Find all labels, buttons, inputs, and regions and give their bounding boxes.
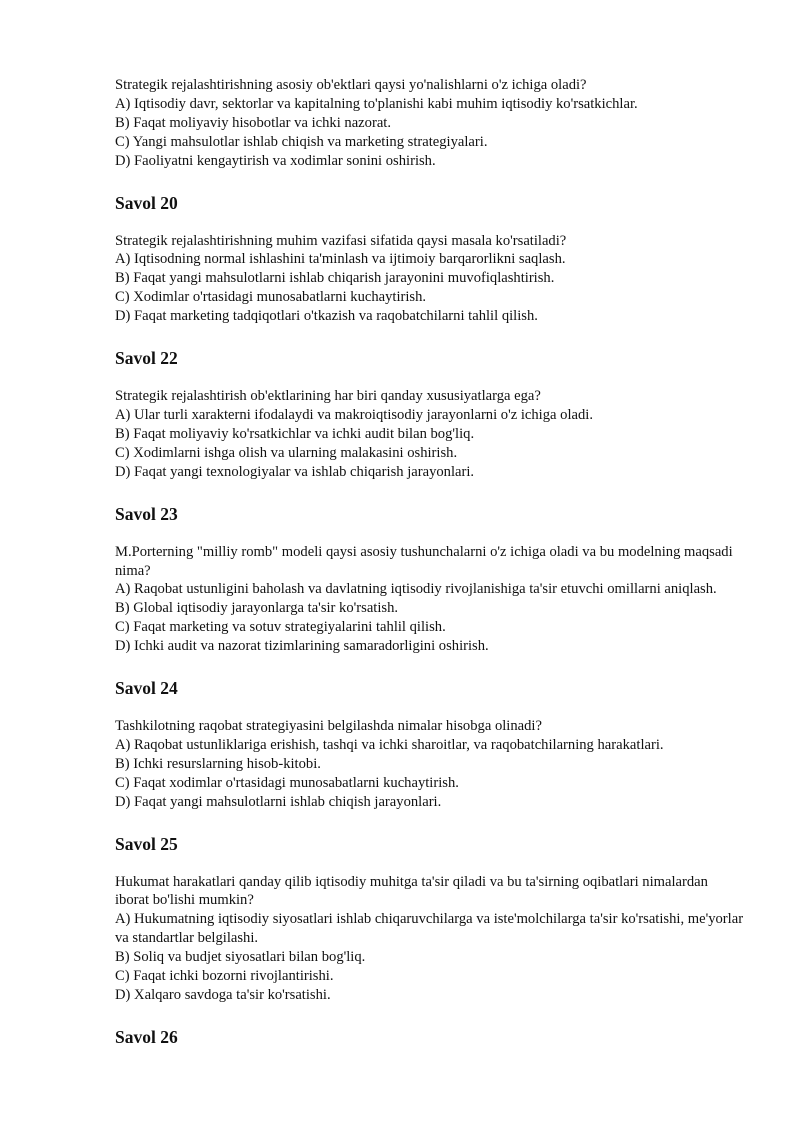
document-page (115, 76, 745, 1048)
answer-option-d: D) Xalqaro savdoga ta'sir ko'rsatishi. (115, 987, 331, 1003)
answer-option-a: A) Raqobat ustunliklariga erishish, tashqi va ichki sharoitlar, va raqobatchilarning harakatlari. (115, 736, 664, 753)
answer-option-a: A) Iqtisodiy davr, sektorlar va kapitalning to'planishi kabi muhim iqtisodiy ko'rsatkichlar. (115, 95, 638, 112)
question-heading: Savol 26 (115, 1026, 178, 1047)
answer-option-c: C) Faqat marketing va sotuv strategiyalarini tahlil qilish. (115, 619, 446, 636)
question-text: M.Porterning "milliy romb" modeli qaysi asosiy tushunchalarni o'z ichiga oladi va bu modelning maqsadi nima? (115, 543, 733, 579)
answer-option-d: D) Faqat marketing tadqiqotlari o'tkazish va raqobatchilarni tahlil qilish. (115, 308, 538, 325)
question-text: Strategik rejalashtirishning asosiy ob'ektlari qaysi yo'nalishlarni o'z ichiga oladi? (115, 77, 587, 93)
answer-option-a: A) Hukumatning iqtisodiy siyosatlari ishlab chiqaruvchilarga va iste'molchilarga ta'sir ko'rsatishi, me'yorlar va standartlar belgilashi. (115, 911, 744, 947)
question-block (115, 232, 745, 327)
answer-option-d: D) Faoliyatni kengaytirish va xodimlar sonini oshirish. (115, 152, 436, 169)
answer-option-d: D) Faqat yangi mahsulotlarni ishlab chiqish jarayonlari. (115, 793, 442, 810)
answer-option-b: B) Faqat moliyaviy hisobotlar va ichki nazorat. (115, 114, 391, 131)
answer-option-b: B) Global iqtisodiy jarayonlarga ta'sir ko'rsatish. (115, 600, 399, 617)
question-text: Hukumat harakatlari qanday qilib iqtisodiy muhitga ta'sir qiladi va bu ta'sirning oqibatlari nimalardan iborat bo'lishi mumkin? (115, 873, 708, 909)
answer-option-c: C) Faqat ichki bozorni rivojlantirishi. (115, 968, 334, 985)
answer-option-b: B) Soliq va budjet siyosatlari bilan bog'liq. (115, 949, 366, 966)
question-heading: Savol 20 (115, 192, 178, 213)
answer-option-a: A) Iqtisodning normal ishlashini ta'minlash va ijtimoiy barqarorlikni saqlash. (115, 251, 566, 268)
answer-option-d: D) Ichki audit va nazorat tizimlarining samaradorligini oshirish. (115, 638, 489, 655)
question-heading: Savol 25 (115, 833, 178, 854)
question-text: Strategik rejalashtirishning muhim vazifasi sifatida qaysi masala ko'rsatiladi? (115, 232, 567, 249)
answer-option-a: A) Ular turli xarakterni ifodalaydi va makroiqtisodiy jarayonlarni o'z ichiga oladi. (115, 406, 593, 423)
question-text: Tashkilotning raqobat strategiyasini belgilashda nimalar hisobga olinadi? (115, 718, 542, 735)
question-block (115, 717, 745, 812)
question-heading: Savol 22 (115, 348, 178, 369)
answer-option-c: C) Faqat xodimlar o'rtasidagi munosabatlarni kuchaytirish. (115, 774, 459, 791)
answer-option-a: A) Raqobat ustunligini baholash va davlatning iqtisodiy rivojlanishiga ta'sir etuvchi omillarni aniqlash. (115, 581, 717, 598)
answer-option-b: B) Faqat yangi mahsulotlarni ishlab chiqarish jarayonini muvofiqlashtirish. (115, 270, 555, 287)
question-text: Strategik rejalashtirish ob'ektlarining har biri qanday xususiyatlarga ega? (115, 388, 541, 405)
question-block (115, 543, 745, 656)
question-block-intro (115, 76, 745, 171)
answer-option-c: C) Xodimlar o'rtasidagi munosabatlarni kuchaytirish. (115, 289, 427, 306)
question-block (115, 387, 745, 482)
answer-option-c: C) Yangi mahsulotlar ishlab chiqish va marketing strategiyalari. (115, 133, 488, 150)
question-block (115, 873, 745, 1005)
question-heading: Savol 24 (115, 678, 178, 699)
answer-option-c: C) Xodimlarni ishga olish va ularning malakasini oshirish. (115, 444, 458, 461)
answer-option-b: B) Ichki resurslarning hisob-kitobi. (115, 755, 321, 772)
question-heading: Savol 23 (115, 503, 178, 524)
answer-option-b: B) Faqat moliyaviy ko'rsatkichlar va ichki audit bilan bog'liq. (115, 425, 475, 442)
answer-option-d: D) Faqat yangi texnologiyalar va ishlab chiqarish jarayonlari. (115, 463, 475, 480)
